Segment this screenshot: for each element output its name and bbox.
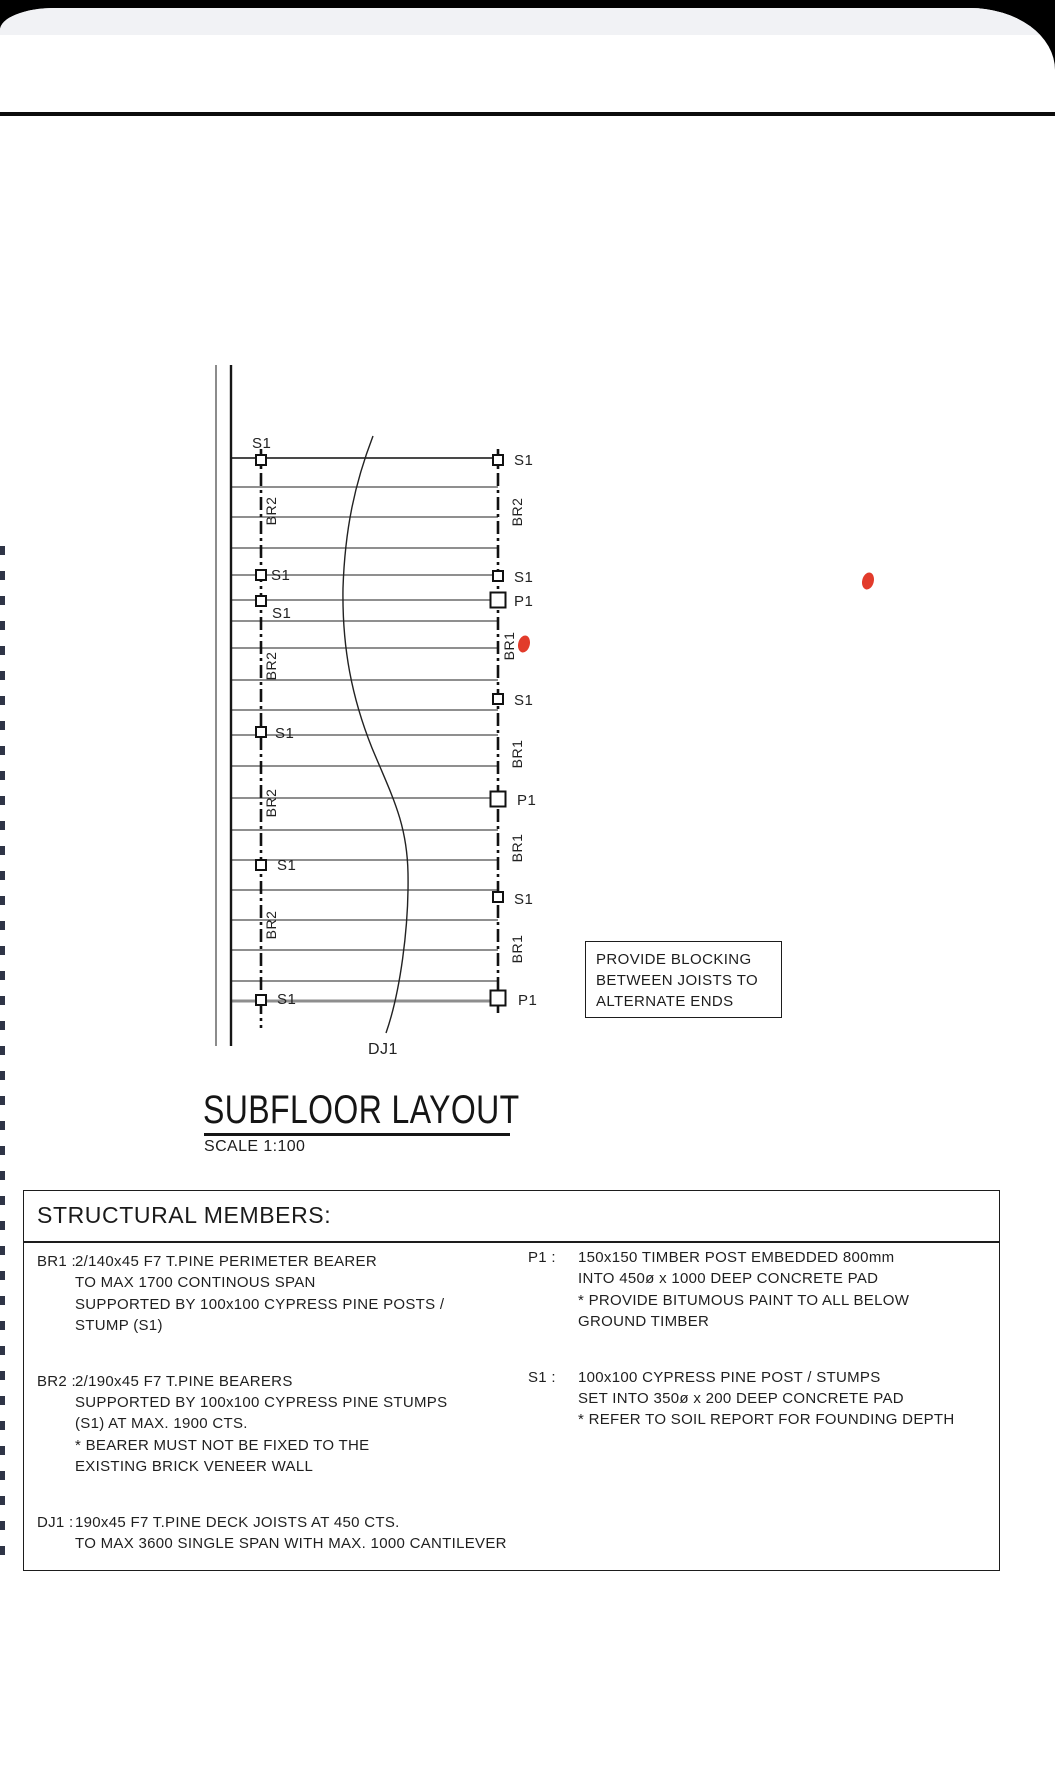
structural-members-panel (23, 1190, 1000, 1571)
member-definition-br2 (37, 1371, 517, 1478)
member-definition-line: 150x150 TIMBER POST EMBEDDED 800mm (578, 1249, 895, 1266)
plan-label-p1: P1 (517, 792, 537, 809)
plan-label-s1: S1 (275, 725, 295, 742)
stump-marker (493, 892, 503, 902)
plan-title: SUBFLOOR LAYOUT (203, 1088, 520, 1132)
stump-marker (493, 455, 503, 465)
plan-label-s1: S1 (277, 857, 297, 874)
plan-label-br2: BR2 (263, 651, 279, 681)
stump-marker (256, 596, 266, 606)
member-key: DJ1 : (37, 1513, 74, 1531)
member-definition-line: TO MAX 3600 SINGLE SPAN WITH MAX. 1000 CANTILEVER (75, 1535, 507, 1553)
member-definition-line: 2/140x45 F7 T.PINE PERIMETER BEARER (75, 1253, 377, 1270)
structural-members-heading: STRUCTURAL MEMBERS: (37, 1202, 332, 1228)
plan-label-br1: BR1 (509, 934, 525, 964)
annotation-marker[interactable] (860, 571, 875, 590)
plan-label-s1: S1 (514, 891, 534, 908)
drawing-sheet (0, 8, 1055, 1766)
stump-marker (256, 727, 266, 737)
plan-label-s1: S1 (252, 435, 272, 452)
plan-label-br2: BR2 (263, 496, 279, 526)
member-definition-line: * BEARER MUST NOT BE FIXED TO THE (75, 1436, 370, 1454)
member-definition-line: STUMP (S1) (75, 1317, 163, 1335)
member-key: P1 : (528, 1249, 556, 1266)
plan-label-br2: BR2 (263, 910, 279, 940)
post-marker (491, 792, 506, 807)
member-definition-line: 2/190x45 F7 T.PINE BEARERS (75, 1372, 293, 1390)
member-definition-line: EXISTING BRICK VENEER WALL (75, 1458, 314, 1476)
plan-label-s1: S1 (514, 569, 534, 586)
member-key: BR1 : (37, 1253, 77, 1270)
member-key: BR2 : (37, 1372, 77, 1390)
post-marker (491, 593, 506, 608)
plan-label-p1: P1 (514, 593, 534, 610)
member-definition-s1 (528, 1367, 988, 1431)
members-left-column (37, 1251, 517, 1588)
note-line: ALTERNATE ENDS (596, 993, 734, 1010)
member-definition-line: INTO 450ø x 1000 DEEP CONCRETE PAD (578, 1270, 879, 1288)
stump-marker (256, 860, 266, 870)
plan-scale-label: SCALE 1:100 (204, 1138, 306, 1155)
annotation-marker[interactable] (516, 634, 531, 653)
stump-marker (256, 570, 266, 580)
panel-divider-line (24, 1241, 999, 1243)
plan-label-br1: BR1 (509, 739, 525, 769)
plan-label-s1: S1 (277, 991, 297, 1008)
blocking-note-box (585, 941, 782, 1018)
member-definition-line: 100x100 CYPRESS PINE POST / STUMPS (578, 1368, 881, 1386)
plan-label-br2: BR2 (509, 497, 525, 527)
member-definition-line: (S1) AT MAX. 1900 CTS. (75, 1415, 248, 1433)
note-line: PROVIDE BLOCKING (596, 951, 752, 968)
member-definition-br1 (37, 1251, 517, 1337)
plan-label-s1: S1 (271, 567, 291, 584)
member-definition-line: * PROVIDE BITUMOUS PAINT TO ALL BELOW (578, 1291, 910, 1309)
plan-title-underline (204, 1133, 510, 1136)
member-definition-line: GROUND TIMBER (578, 1313, 710, 1331)
member-definition-line: * REFER TO SOIL REPORT FOR FOUNDING DEPTH (578, 1411, 955, 1429)
plan-label-br1: BR1 (509, 833, 525, 863)
plan-label-s1: S1 (514, 452, 534, 469)
member-definition-dj1 (37, 1512, 517, 1555)
stump-marker (256, 995, 266, 1005)
member-definition-line: SET INTO 350ø x 200 DEEP CONCRETE PAD (578, 1390, 904, 1408)
plan-label-br2: BR2 (263, 788, 279, 818)
plan-label-p1: P1 (518, 992, 538, 1009)
member-definition-p1 (528, 1247, 988, 1333)
member-definition-line: TO MAX 1700 CONTINOUS SPAN (75, 1274, 316, 1292)
stump-marker (493, 694, 503, 704)
members-right-column (528, 1247, 988, 1465)
plan-label-s1: S1 (272, 605, 292, 622)
plan-label-dj1: DJ1 (368, 1041, 398, 1058)
member-key: S1 : (528, 1368, 556, 1386)
post-marker (491, 991, 506, 1006)
plan-label-br1: BR1 (501, 631, 517, 661)
note-line: BETWEEN JOISTS TO (596, 972, 759, 989)
plan-label-s1: S1 (514, 692, 534, 709)
stump-marker (493, 571, 503, 581)
member-definition-line: SUPPORTED BY 100x100 CYPRESS PINE STUMPS (75, 1394, 448, 1412)
stump-marker (256, 455, 266, 465)
member-definition-line: SUPPORTED BY 100x100 CYPRESS PINE POSTS / (75, 1295, 445, 1313)
member-definition-line: 190x45 F7 T.PINE DECK JOISTS AT 450 CTS. (75, 1513, 400, 1531)
